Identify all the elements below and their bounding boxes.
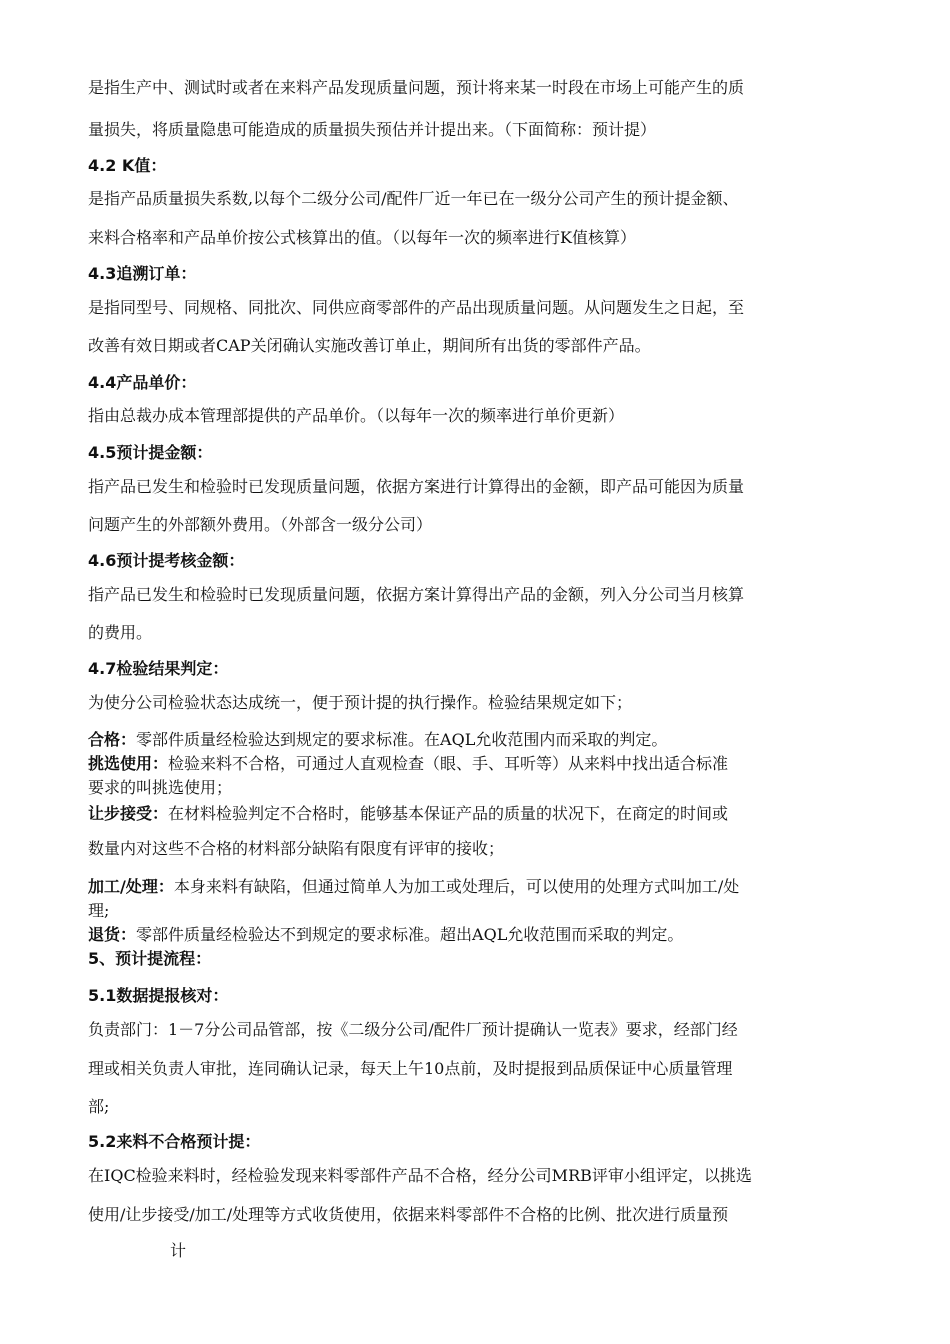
term-concession [88, 803, 878, 825]
body-text-line: 为使分公司检验状态达成统一，便于预计提的执行操作。检验结果规定如下； [88, 693, 633, 712]
section-heading-4-4: 4.4产品单价： [88, 373, 197, 392]
term-label: 退货： [88, 925, 137, 944]
body-text-line: 计 [170, 1241, 187, 1260]
term-rework [88, 876, 878, 898]
body-text-line: 问题产生的外部额外费用。（外部含一级分公司） [88, 515, 433, 534]
term-definition: 检验来料不合格，可通过人直观检查（眼、手、耳听等）从来料中找出适合标准 [168, 754, 729, 773]
section-heading-5-1: 5.1数据提报核对： [88, 986, 229, 1005]
body-text-line: 指由总裁办成本管理部提供的产品单价。（以每年一次的频率进行单价更新） [88, 406, 625, 425]
body-text-line: 数量内对这些不合格的材料部分缺陷有限度有评审的接收； [88, 839, 505, 858]
term-label: 让步接受： [88, 804, 169, 823]
body-text-line: 理; [88, 901, 110, 920]
body-text-line: 使用/让步接受/加工/处理等方式收货使用，依据来料零部件不合格的比例、批次进行质量预 [88, 1205, 729, 1224]
section-heading-4-5: 4.5预计提金额： [88, 443, 213, 462]
body-text-line: 来料合格率和产品单价按公式核算出的值。（以每年一次的频率进行K值核算） [88, 228, 636, 247]
term-definition: 在材料检验判定不合格时，能够基本保证产品的质量的状况下，在商定的时间或 [168, 804, 729, 823]
body-text-line: 部; [88, 1097, 110, 1116]
term-label: 挑选使用： [88, 754, 169, 773]
body-text-line: 的费用。 [88, 623, 153, 642]
term-pass [88, 729, 878, 751]
body-text-line: 是指同型号、同规格、同批次、同供应商零部件的产品出现质量问题。从问题发生之日起，至 [88, 298, 745, 317]
term-label: 合格： [88, 730, 137, 749]
section-heading-4-2: 4.2 K值： [88, 156, 167, 175]
body-text-line: 指产品已发生和检验时已发现质量问题，依据方案进行计算得出的金额，即产品可能因为质量 [88, 477, 745, 496]
term-definition: 本身来料有缺陷，但通过简单人为加工或处理后，可以使用的处理方式叫加工/处 [173, 877, 740, 896]
body-text-line: 量损失，将质量隐患可能造成的质量损失预估并计提出来。（下面简称：预计提） [88, 120, 657, 139]
body-text-line: 是指产品质量损失系数,以每个二级分公司/配件厂近一年已在一级分公司产生的预计提金额、 [88, 189, 739, 208]
body-text-line: 要求的叫挑选使用； [88, 778, 233, 797]
term-definition: 零部件质量经检验达不到规定的要求标准。超出AQL允收范围而采取的判定。 [136, 925, 684, 944]
term-definition: 零部件质量经检验达到规定的要求标准。在AQL允收范围内而采取的判定。 [136, 730, 668, 749]
section-heading-5-2: 5.2来料不合格预计提： [88, 1132, 261, 1151]
term-select-use [88, 753, 878, 775]
section-heading-4-7: 4.7检验结果判定： [88, 659, 229, 678]
section-heading-4-3: 4.3追溯订单： [88, 264, 197, 283]
body-text-line: 负责部门：1－7分公司品管部，按《二级分公司/配件厂预计提确认一览表》要求，经部门经 [88, 1020, 738, 1039]
section-heading-5: 5、预计提流程： [88, 949, 212, 968]
body-text-line: 理或相关负责人审批，连同确认记录，每天上午10点前，及时提报到品质保证中心质量管理 [88, 1059, 733, 1078]
body-text-line: 在IQC检验来料时，经检验发现来料零部件产品不合格，经分公司MRB评审小组评定，以挑选 [88, 1166, 752, 1185]
body-text-line: 是指生产中、测试时或者在来料产品发现质量问题，预计将来某一时段在市场上可能产生的质 [88, 78, 745, 97]
section-heading-4-6: 4.6预计提考核金额： [88, 551, 245, 570]
body-text-line: 改善有效日期或者CAP关闭确认实施改善订单止，期间所有出货的零部件产品。 [88, 336, 651, 355]
term-label: 加工/处理： [88, 877, 174, 896]
term-reject [88, 924, 878, 946]
body-text-line: 指产品已发生和检验时已发现质量问题，依据方案计算得出产品的金额，列入分公司当月核算 [88, 585, 745, 604]
